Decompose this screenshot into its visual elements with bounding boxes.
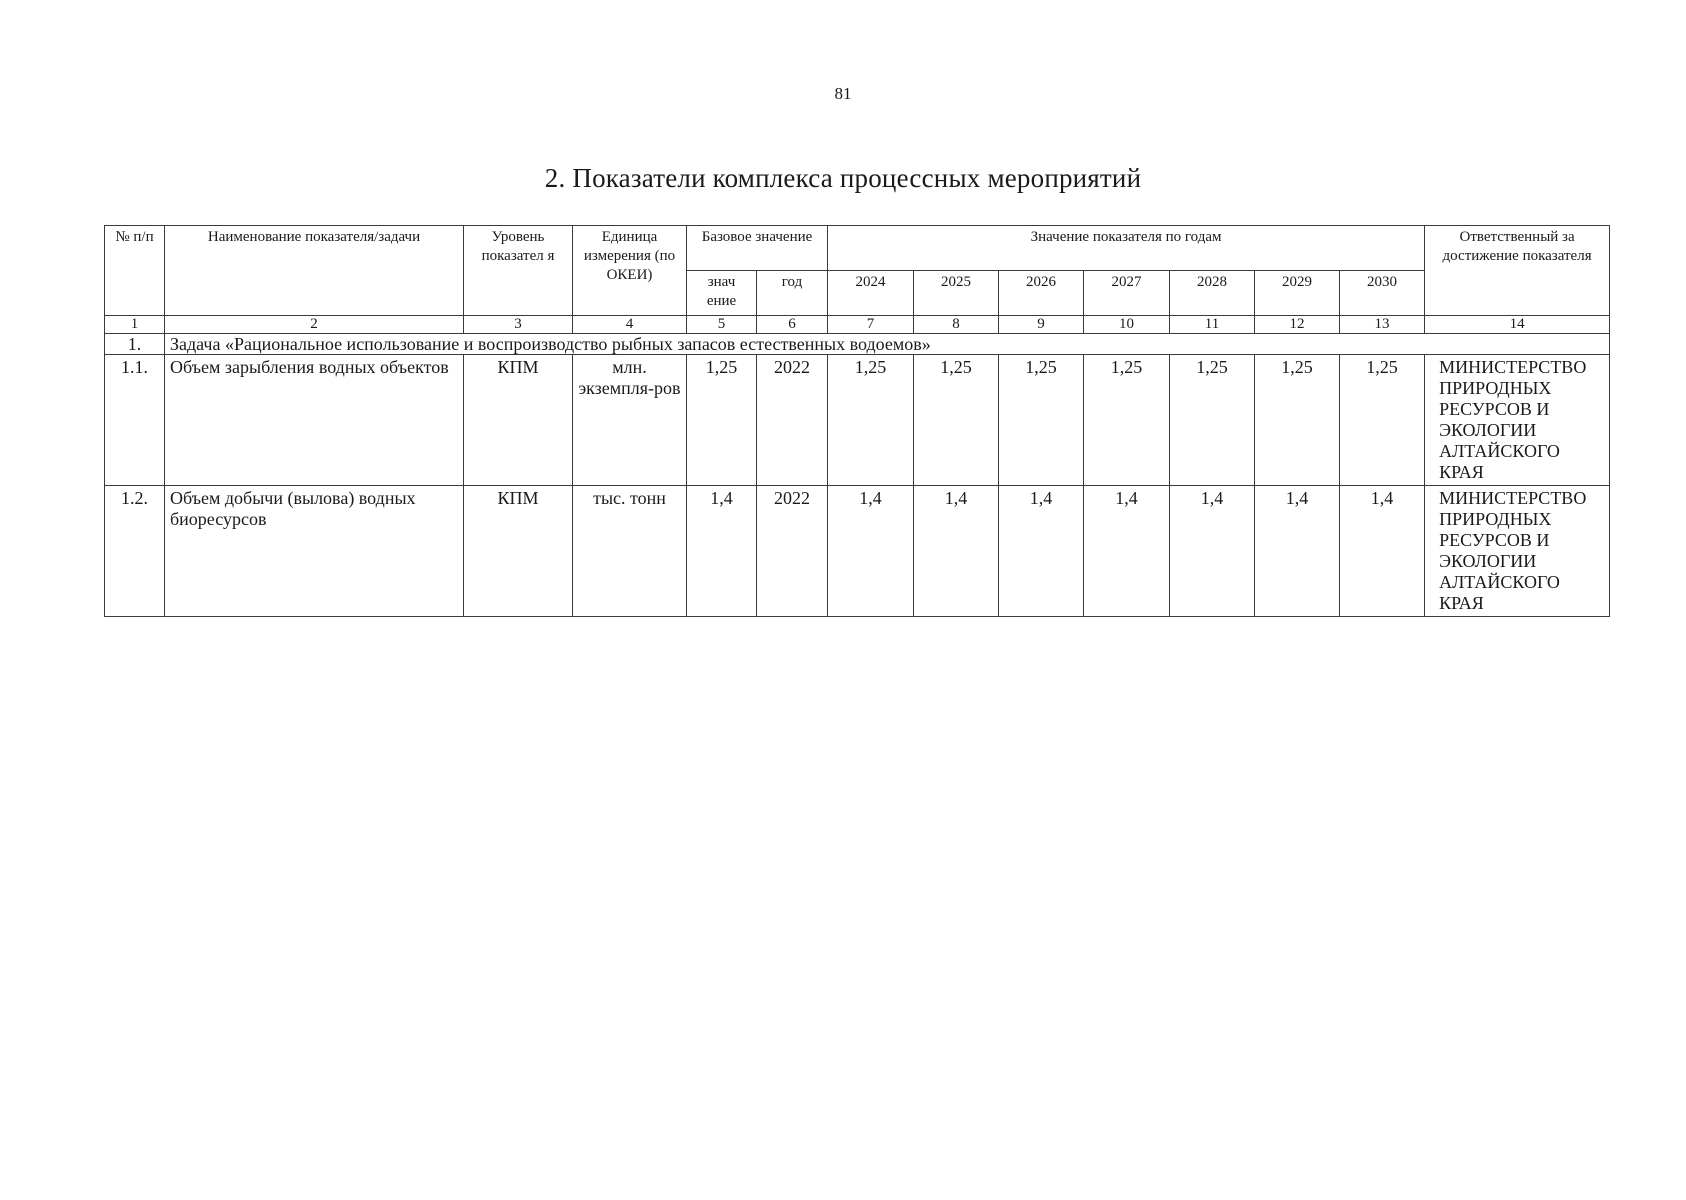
header-base-year: год: [757, 271, 828, 316]
header-num: № п/п: [105, 226, 165, 316]
header-year: 2028: [1170, 271, 1255, 316]
column-number: 1: [105, 316, 165, 334]
row-base-value: 1,25: [687, 355, 757, 486]
row-value-2030: 1,4: [1340, 486, 1425, 617]
indicators-table: [104, 225, 1610, 617]
row-unit: млн. экземпля-ров: [573, 355, 687, 486]
row-name: Объем зарыбления водных объектов: [165, 355, 464, 486]
row-num: 1.2.: [105, 486, 165, 617]
column-number: 10: [1084, 316, 1170, 334]
row-value-2025: 1,25: [914, 355, 999, 486]
column-number: 14: [1425, 316, 1610, 334]
row-level: КПМ: [464, 486, 573, 617]
column-number-row: [105, 316, 1610, 334]
header-year: 2027: [1084, 271, 1170, 316]
header-year: 2024: [828, 271, 914, 316]
row-value-2026: 1,25: [999, 355, 1084, 486]
column-number: 11: [1170, 316, 1255, 334]
task-num: 1.: [105, 334, 165, 355]
row-value-2029: 1,4: [1255, 486, 1340, 617]
task-text: Задача «Рациональное использование и воспроизводство рыбных запасов естественных водоемов»: [165, 334, 1610, 355]
column-number: 12: [1255, 316, 1340, 334]
header-year: 2030: [1340, 271, 1425, 316]
header-row-group: [105, 226, 1610, 271]
header-name: Наименование показателя/задачи: [165, 226, 464, 316]
column-number: 9: [999, 316, 1084, 334]
column-number: 2: [165, 316, 464, 334]
row-value-2025: 1,4: [914, 486, 999, 617]
row-value-2030: 1,25: [1340, 355, 1425, 486]
header-by-years: Значение показателя по годам: [828, 226, 1425, 271]
column-number: 6: [757, 316, 828, 334]
row-value-2024: 1,25: [828, 355, 914, 486]
header-year: 2029: [1255, 271, 1340, 316]
row-base-year: 2022: [757, 355, 828, 486]
column-number: 8: [914, 316, 999, 334]
row-value-2026: 1,4: [999, 486, 1084, 617]
column-number: 4: [573, 316, 687, 334]
row-num: 1.1.: [105, 355, 165, 486]
row-value-2027: 1,4: [1084, 486, 1170, 617]
row-level: КПМ: [464, 355, 573, 486]
header-year: 2025: [914, 271, 999, 316]
row-base-year: 2022: [757, 486, 828, 617]
row-responsible: МИНИСТЕРСТВО ПРИРОДНЫХ РЕСУРСОВ И ЭКОЛОГИИ АЛТАЙСКОГО КРАЯ: [1425, 355, 1610, 486]
page-number: 81: [834, 84, 852, 103]
row-responsible: МИНИСТЕРСТВО ПРИРОДНЫХ РЕСУРСОВ И ЭКОЛОГИИ АЛТАЙСКОГО КРАЯ: [1425, 486, 1610, 617]
header-base-value: знач ение: [687, 271, 757, 316]
row-value-2024: 1,4: [828, 486, 914, 617]
row-value-2027: 1,25: [1084, 355, 1170, 486]
row-base-value: 1,4: [687, 486, 757, 617]
row-value-2028: 1,25: [1170, 355, 1255, 486]
header-level: Уровень показател я: [464, 226, 573, 316]
page-title: 2. Показатели комплекса процессных мероприятий: [544, 163, 1142, 193]
row-value-2028: 1,4: [1170, 486, 1255, 617]
column-number: 13: [1340, 316, 1425, 334]
header-year: 2026: [999, 271, 1084, 316]
column-number: 5: [687, 316, 757, 334]
table-row: [105, 355, 1610, 486]
header-base: Базовое значение: [687, 226, 828, 271]
row-value-2029: 1,25: [1255, 355, 1340, 486]
column-number: 7: [828, 316, 914, 334]
table-row: [105, 486, 1610, 617]
row-name: Объем добычи (вылова) водных биоресурсов: [165, 486, 464, 617]
header-responsible: Ответственный за достижение показателя: [1425, 226, 1610, 316]
column-number: 3: [464, 316, 573, 334]
header-unit: Единица измерения (по ОКЕИ): [573, 226, 687, 316]
task-row: [105, 334, 1610, 355]
row-unit: тыс. тонн: [573, 486, 687, 617]
